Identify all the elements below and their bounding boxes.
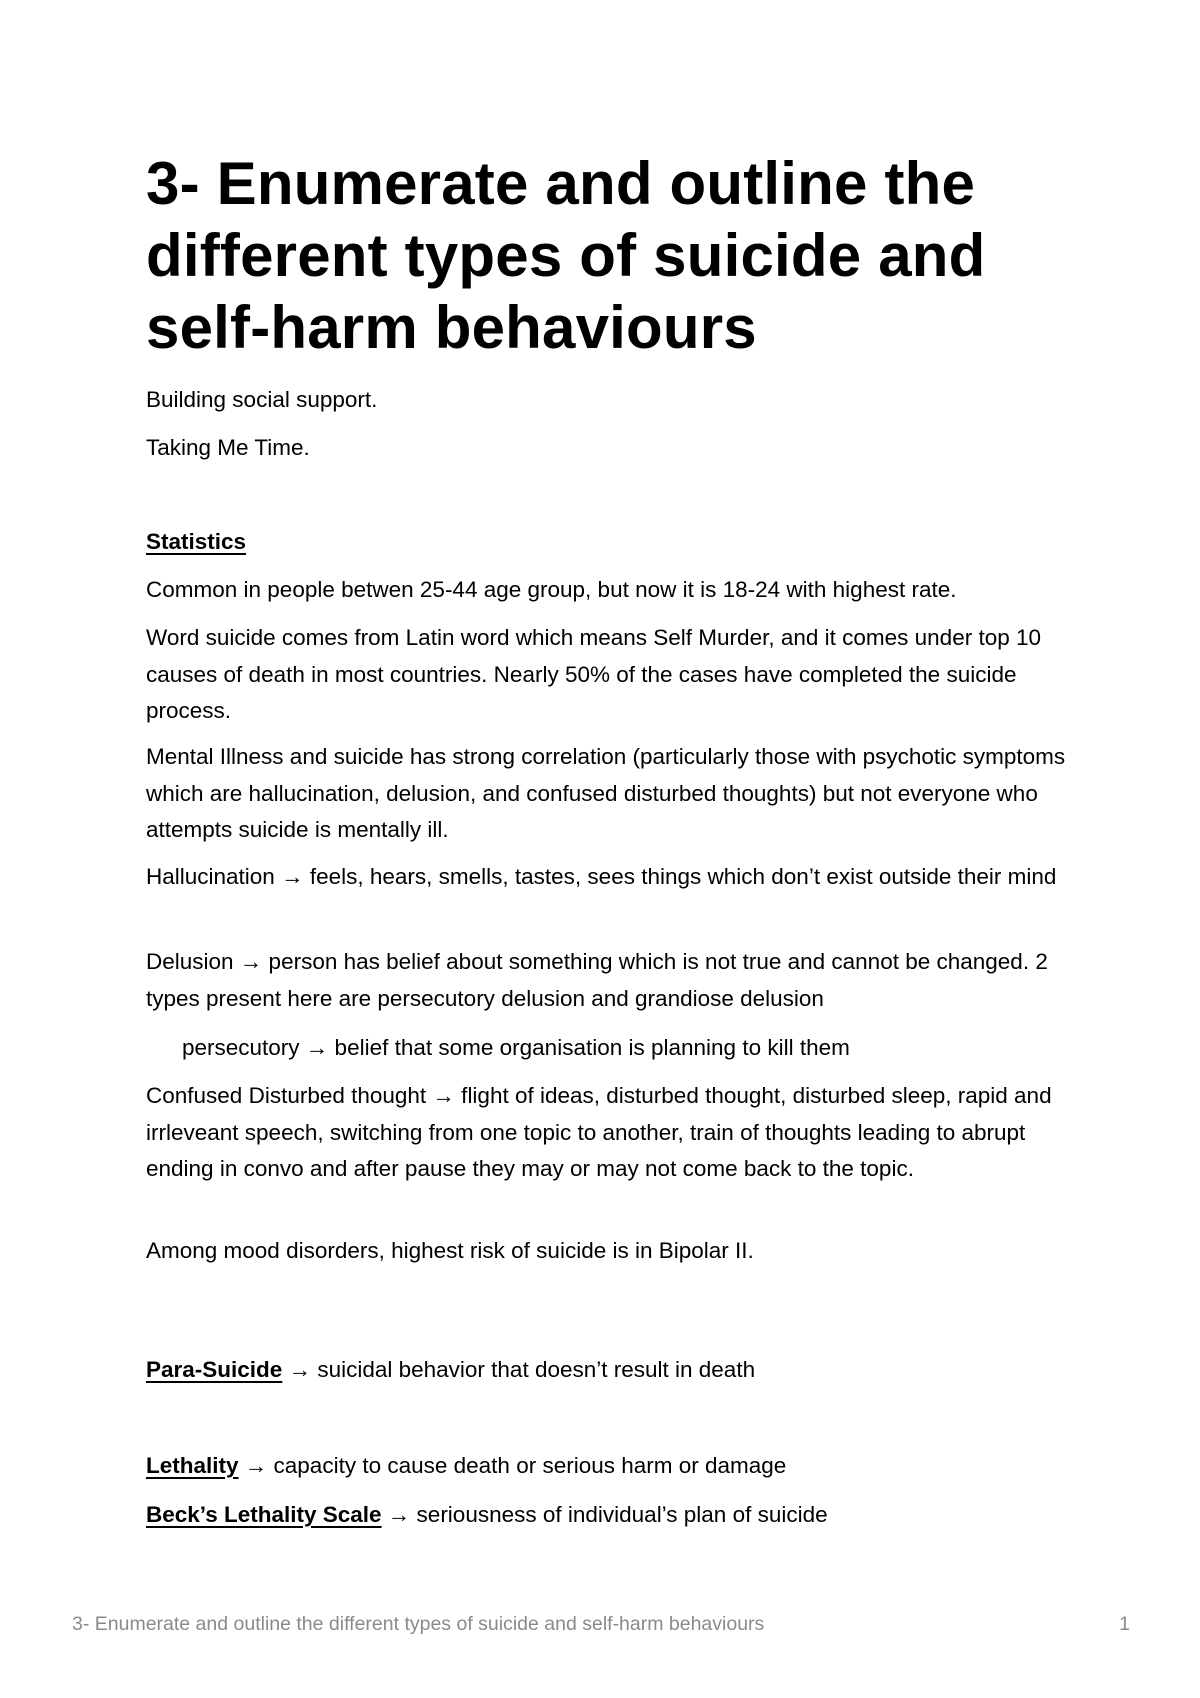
paragraph-social-support: Building social support. <box>146 387 378 412</box>
definition-lethality <box>146 1448 1076 1485</box>
paragraph-persecutory: persecutory → belief that some organisation is planning to kill them <box>182 1035 850 1060</box>
footer-title: 3- Enumerate and outline the different types of suicide and self-harm behaviours <box>72 1613 765 1635</box>
statistics-heading: Statistics <box>146 529 247 554</box>
term-becks-scale: Beck’s Lethality Scale <box>146 1502 382 1527</box>
def-lethality: → capacity to cause death or serious harm or damage <box>238 1453 787 1478</box>
term-para-suicide: Para-Suicide <box>146 1357 283 1382</box>
paragraph-delusion: Delusion → person has belief about something which is not true and cannot be changed. 2 types present here are persecutory delusion and grandiose delusion <box>146 949 1048 1011</box>
def-becks-scale: → seriousness of individual’s plan of suicide <box>381 1502 828 1527</box>
paragraph-mental-illness: Mental Illness and suicide has strong correlation (particularly those with psychotic symptoms which are hallucination, delusion, and confused disturbed thoughts) but not everyone who attempts suicide is mentally ill. <box>146 744 1066 842</box>
paragraph-confused-thought: Confused Disturbed thought → flight of ideas, disturbed thought, disturbed sleep, rapid and irrleveant speech, switching from one topic to another, train of thoughts leading to abrupt ending in convo and after pause they may or may not come back to the topic. <box>146 1083 1052 1181</box>
paragraph-word-suicide: Word suicide comes from Latin word which means Self Murder, and it comes under top 10 causes of death in most countries. Nearly 50% of the cases have completed the suicide process. <box>146 625 1042 723</box>
paragraph-hallucination: Hallucination → feels, hears, smells, tastes, sees things which don’t exist outside their mind <box>146 864 1057 889</box>
term-lethality: Lethality <box>146 1453 239 1478</box>
definition-para-suicide <box>146 1352 1076 1389</box>
definition-becks-scale <box>146 1497 1076 1534</box>
page-title: 3- Enumerate and outline the different types of suicide and self-harm behaviours <box>146 150 986 361</box>
paragraph-mood-disorders: Among mood disorders, highest risk of suicide is in Bipolar II. <box>146 1238 754 1263</box>
paragraph-age-group: Common in people betwen 25-44 age group, but now it is 18-24 with highest rate. <box>146 577 957 602</box>
paragraph-me-time: Taking Me Time. <box>146 435 310 460</box>
def-para-suicide: → suicidal behavior that doesn’t result in death <box>282 1357 756 1382</box>
footer-page-number: 1 <box>1119 1613 1130 1635</box>
